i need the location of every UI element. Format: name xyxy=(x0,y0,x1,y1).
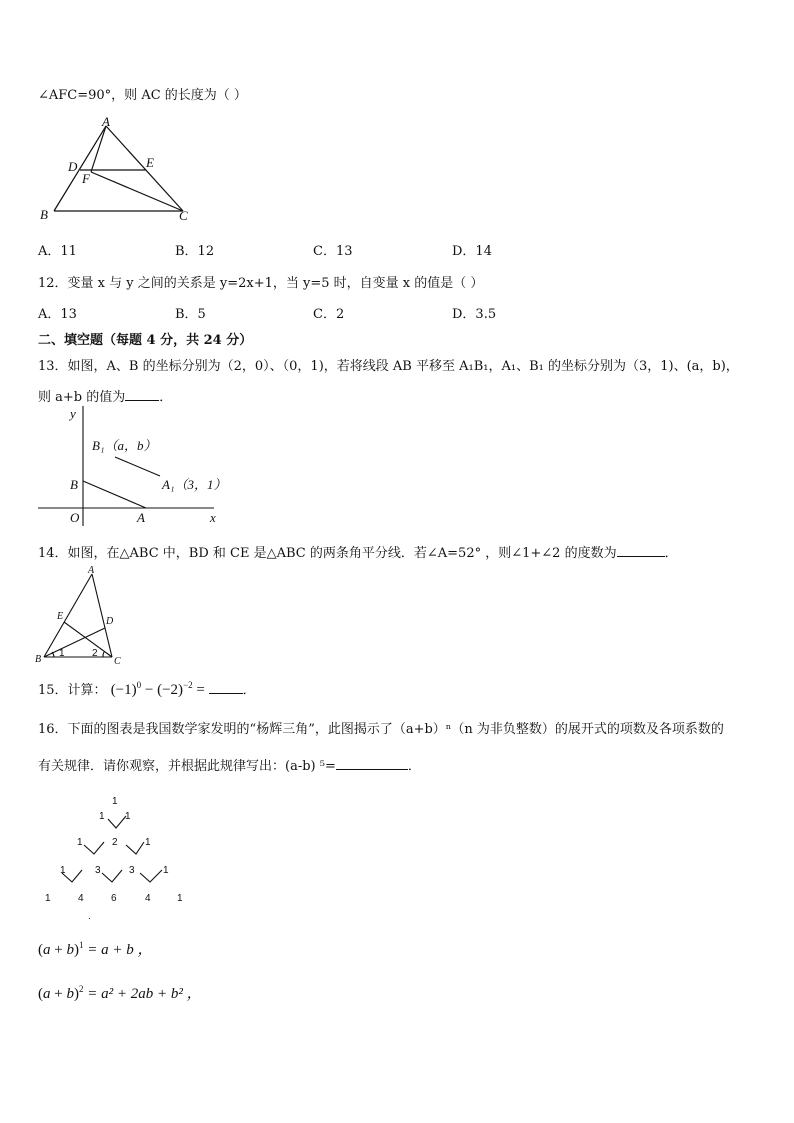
q13-label-y: y xyxy=(70,406,76,421)
pascal-r3-3: 1 xyxy=(163,865,169,876)
q14-label-b: B xyxy=(35,654,42,665)
q13-label-o: O xyxy=(70,510,80,525)
q13-label-x: x xyxy=(210,510,216,525)
q15-answer-blank[interactable] xyxy=(209,681,243,694)
formula-1: $(a + b)^1 = a + b$ ， xyxy=(38,940,153,958)
q16-answer-blank[interactable] xyxy=(336,757,408,770)
q14-angle-1: 1 xyxy=(59,648,65,659)
q16-line2 xyxy=(38,755,421,774)
q13-line2-end: ． xyxy=(159,390,173,405)
q13-line2-text: 则 a+b 的值为 xyxy=(38,390,126,405)
pascal-r4-3: 4 xyxy=(145,893,151,904)
formula-2-rhs: = a² + 2ab + b² ， xyxy=(87,986,202,1002)
q14-label-c: C xyxy=(114,656,121,667)
formula-1-rhs: = a + b ， xyxy=(87,942,153,958)
q11-label-b: B xyxy=(40,207,48,222)
pascal-r2-2: 1 xyxy=(145,837,151,848)
q14-figure xyxy=(34,564,126,670)
q11-label-e: E xyxy=(146,155,154,170)
pascal-r2-1: 2 xyxy=(112,837,118,848)
q15-line xyxy=(38,679,256,699)
q16-line1: 16．下面的图表是我国数学家发明的“杨辉三角”，此图揭示了（a+b）ⁿ（n 为非负整数）的展开式的项数及各项系数的 xyxy=(38,722,724,737)
q12-stem: 12．变量 x 与 y 之间的关系是 y=2x+1，当 y=5 时，自变量 x 的值是（ ） xyxy=(38,276,484,291)
q11-stem-tail: ∠AFC=90°，则 AC 的长度为（ ） xyxy=(38,88,247,103)
q12-option-a: A．13 xyxy=(38,307,77,322)
q11-label-d: D xyxy=(68,159,78,174)
q14-stem-text: 14．如图，在△ABC 中，BD 和 CE 是△ABC 的两条角平分线．若∠A=52° ，则∠1+∠2 的度数为 xyxy=(38,546,617,561)
q12-option-c: C．2 xyxy=(313,307,345,322)
q11-label-f: F xyxy=(82,171,90,186)
q13-label-a: A xyxy=(137,510,145,525)
q15-prefix: 15．计算： xyxy=(38,683,107,698)
q11-label-a: A xyxy=(102,114,110,129)
q13-line2 xyxy=(38,386,172,405)
q15-end: ． xyxy=(242,683,256,698)
q14-label-e: E xyxy=(57,611,64,622)
pascal-r4-1: 4 xyxy=(78,893,84,904)
q11-option-b: B．12 xyxy=(175,244,215,259)
pascal-r1-1: 1 xyxy=(125,811,131,822)
q14-stem xyxy=(38,542,678,561)
q13-line1: 13．如图，A、B 的坐标分别为（2，0）、（0，1)，若将线段 AB 平移至 A₁B₁，A₁、B₁ 的坐标分别为（3，1)、(a，b)， xyxy=(38,359,739,374)
q13-label-b1: B₁（a，b） xyxy=(92,438,157,453)
pascal-r3-1: 3 xyxy=(95,865,101,876)
section-title: 二、填空题（每题 4 分，共 24 分） xyxy=(38,333,253,348)
q12-option-b: B．5 xyxy=(175,307,206,322)
q11-option-a: A．11 xyxy=(38,244,77,259)
q16-line2-end: ． xyxy=(407,759,421,774)
q12-option-d: D．3.5 xyxy=(452,307,497,322)
pascal-r4-2: 6 xyxy=(111,893,117,904)
q14-label-a: A xyxy=(88,565,95,576)
q13-answer-blank[interactable] xyxy=(125,388,159,401)
pascal-r4-4: 1 xyxy=(177,893,183,904)
pascal-r2-0: 1 xyxy=(77,837,83,848)
q14-angle-2: 2 xyxy=(92,648,98,659)
q11-option-c: C．13 xyxy=(313,244,353,259)
pascal-r4-0: 1 xyxy=(45,893,51,904)
q11-option-d: D．14 xyxy=(452,244,492,259)
q14-label-d: D xyxy=(106,616,114,627)
pascal-connectors xyxy=(40,790,200,910)
q16-line2-text: 有关规律．请你观察，并根据此规律写出：(a-b) ⁵= xyxy=(38,759,336,774)
q13-label-a1: A₁（3，1） xyxy=(162,477,226,492)
pascal-dot: . xyxy=(88,911,91,922)
q11-figure xyxy=(36,114,206,226)
pascal-r3-2: 3 xyxy=(129,865,135,876)
pascal-r3-0: 1 xyxy=(60,865,66,876)
pascal-r1-0: 1 xyxy=(99,811,105,822)
q13-label-b: B xyxy=(70,477,78,492)
formula-2: $(a + b)^2 = a^2 + 2ab + b^2$ ， xyxy=(38,984,202,1002)
q14-stem-end: ． xyxy=(664,546,678,561)
q14-answer-blank[interactable] xyxy=(617,544,665,557)
q11-label-c: C xyxy=(179,208,188,223)
q15-expression: $(-1)^0 - (-2)^{-2}$ = xyxy=(110,680,209,698)
q13-figure xyxy=(36,404,226,528)
pascal-r0-0: 1 xyxy=(112,796,118,807)
